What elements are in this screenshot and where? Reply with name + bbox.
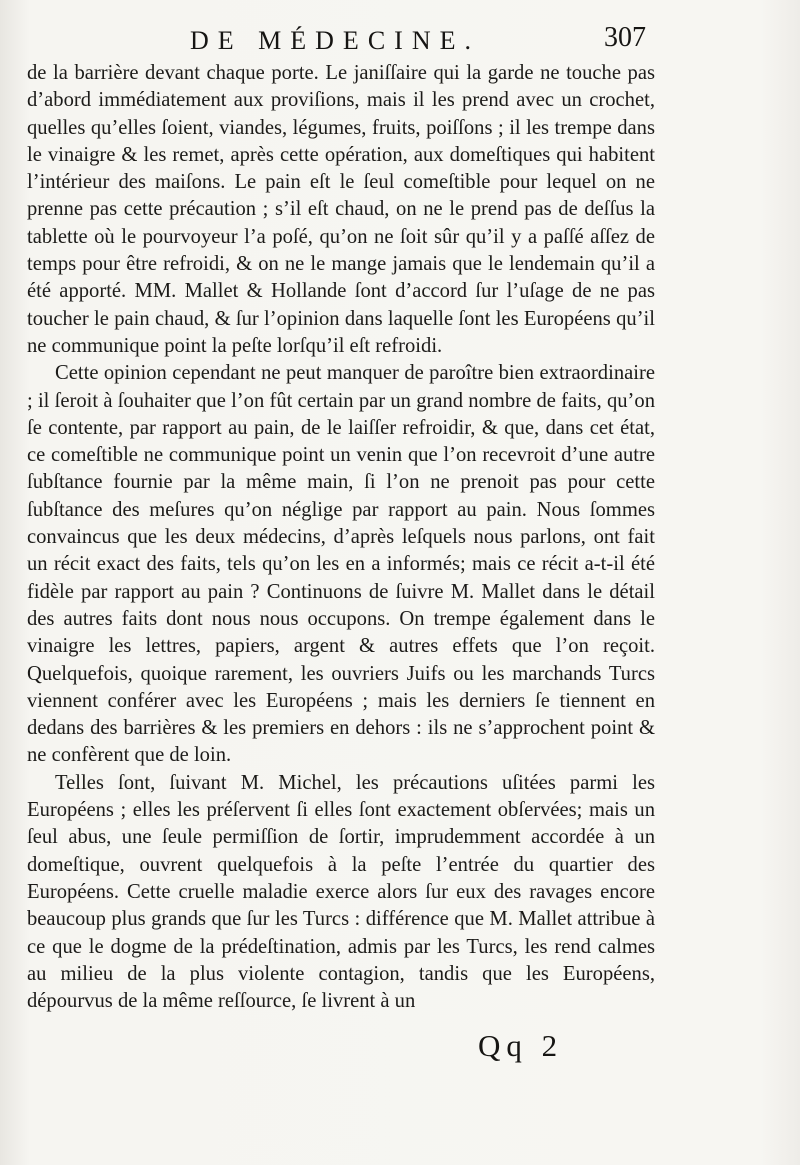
page-header xyxy=(0,22,800,62)
running-head: DE MÉDECINE. xyxy=(190,26,480,55)
signature-mark: Qq 2 xyxy=(478,1028,564,1063)
body-text xyxy=(27,60,655,1015)
page-number: 307 xyxy=(604,22,646,53)
paragraph-3: Telles ſont, ſuivant M. Michel, les précautions uſitées parmi les Européens ; elles les préſervent ſi elles ſont exactement obſervées; mais un ſeul abus, une ſeule permiſſion de ſortir, imprudemment accordée à un domeſtique, ouvrent quelquefois à la peſte l’entrée du quartier des Européens. Cette cruelle maladie exerce alors ſur eux des ravages encore beaucoup plus grands que ſur les Turcs : différence que M. Mallet attribue à ce que le dogme de la prédeſtination, admis par les Turcs, les rend calmes au milieu de la plus violente contagion, tandis que les Européens, dépourvus de la même reſſource, ſe livrent à un xyxy=(27,771,655,1013)
paragraph-1: de la barrière devant chaque porte. Le janiſſaire qui la garde ne touche pas d’abord immédiatement aux proviſions, mais il les prend avec un crochet, quelles qu’elles ſoient, viandes, légumes, fruits, poiſſons ; il les trempe dans le vinaigre & les remet, après cette opération, aux domeſtiques qui habitent l’intérieur des maiſons. Le pain eſt le ſeul comeſtible pour lequel on ne prenne pas cette précaution ; s’il eſt chaud, on ne le prend pas de deſſus la tablette où le pourvoyeur l’a poſé, qu’on ne ſoit sûr qu’il y a paſſé aſſez de temps pour être refroidi, & on ne le mange jamais que le lendemain qu’il a été apporté. MM. Mallet & Hollande ſont d’accord ſur l’uſage de ne pas toucher le pain chaud, & ſur l’opinion dans laquelle ſont les Européens qu’il ne communique point la peſte lorſqu’il eſt refroidi. xyxy=(27,62,655,357)
paragraph-2: Cette opinion cependant ne peut manquer de paroître bien extraordinaire ; il ſeroit à ſouhaiter que l’on fût certain par un grand nombre de faits, qu’on ſe contente, par rapport au pain, de le laiſſer refroidir, & que, dans cet état, ce comeſtible ne communique point un venin que l’on recevroit d’une autre ſubſtance fournie par la même main, ſi l’on ne prenoit pas pour cette ſubſtance des meſures qu’on néglige par rapport au pain. Nous ſommes convaincus que les deux médecins, d’après leſquels nous parlons, ont fait un récit exact des faits, tels qu’on les en a informés; mais ce récit a-t-il été fidèle par rapport au pain ? Continuons de ſuivre M. Mallet dans le détail des autres faits dont nous nous occupons. On trempe également dans le vinaigre les lettres, papiers, argent & autres effets que l’on reçoit. Quelquefois, quoique rarement, les ouvriers Juifs ou les marchands Turcs viennent conférer avec les Européens ; mais les derniers ſe tiennent en dedans des barrières & les premiers en dehors : ils ne s’approchent point & ne confèrent que de loin. xyxy=(27,362,655,767)
